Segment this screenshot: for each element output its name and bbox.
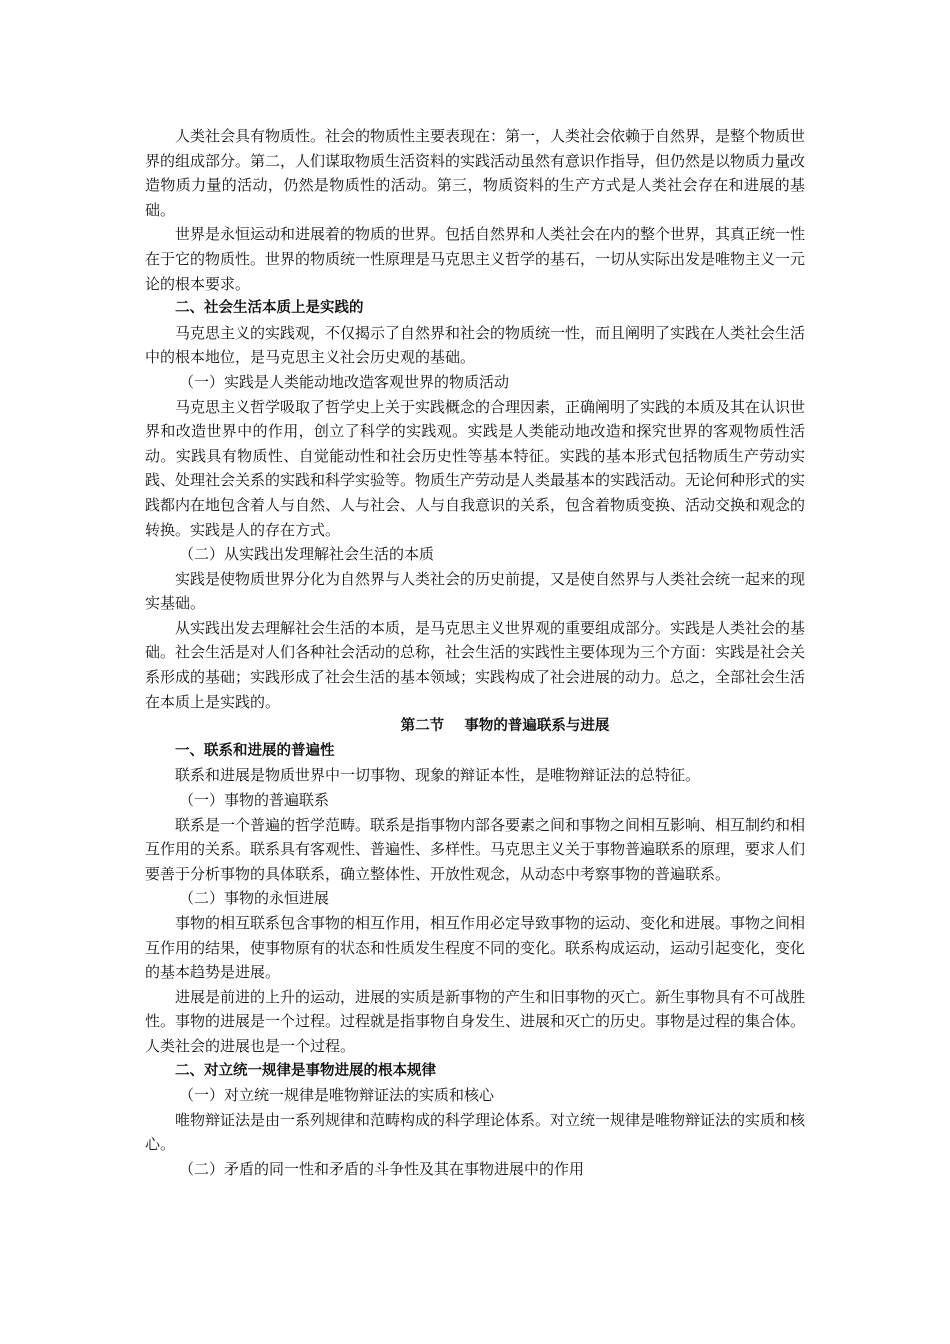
subheading-essence-core: （一）对立统一规律是唯物辩证法的实质和核心	[179, 1086, 495, 1105]
para-dialectic-system: 唯物辩证法是由一系列规律和范畴构成的科学理论体系。对立统一规律是唯物辩证法的实质和核心。	[145, 1110, 806, 1154]
para-practice-view: 马克思主义的实践观，不仅揭示了自然界和社会的物质统一性，而且阐明了实践在人类社会生活中的根本地位，是马克思主义社会历史观的基础。	[145, 323, 806, 367]
heading-connection-development: 一、联系和进展的普遍性	[175, 742, 335, 759]
subheading-eternal-development: （二）事物的永恒进展	[179, 889, 330, 908]
para-connection-category: 联系是一个普遍的哲学范畴。联系是指事物内部各要素之间和事物之间相互影响、相互制约和相互作用的关系。联系具有客观性、普遍性、多样性。马克思主义关于事物普遍联系的原理，要求人们要善于分析事物的具体联系，确立整体性、开放性观念，从动态中考察事物的普遍联系。	[145, 815, 806, 883]
heading-unity-opposites: 二、对立统一规律是事物进展的根本规律	[175, 1062, 436, 1079]
para-world-unity: 世界是永恒运动和进展着的物质的世界。包括自然界和人类社会在内的整个世界，其真正统一性在于它的物质性。世界的物质统一性原理是马克思主义哲学的基石，一切从实际出发是唯物主义一元论的根本要求。	[145, 225, 806, 293]
para-development-essence: 进展是前进的上升的运动，进展的实质是新事物的产生和旧事物的灭亡。新生事物具有不可战胜性。事物的进展是一个过程。过程就是指事物自身发生、进展和灭亡的历史。事物是过程的集合体。人类社会的进展也是一个过程。	[145, 987, 806, 1055]
subheading-universal-connection: （一）事物的普遍联系	[179, 791, 330, 810]
subheading-contradiction: （二）矛盾的同一性和矛盾的斗争性及其在事物进展中的作用	[179, 1159, 585, 1178]
document-body	[145, 124, 805, 1182]
para-interaction: 事物的相互联系包含事物的相互作用，相互作用必定导致事物的运动、变化和进展。事物之间相互作用的结果，使事物原有的状态和性质发生程度不同的变化。联系构成运动，运动引起变化，变化的基本趋势是进展。	[145, 914, 806, 982]
heading-social-life-practice: 二、社会生活本质上是实践的	[175, 300, 364, 317]
para-material-society: 人类社会具有物质性。社会的物质性主要表现在：第一，人类社会依赖于自然界，是整个物质世界的组成部分。第二，人们谋取物质生活资料的实践活动虽然有意识作指导，但仍然是以物质力量改造物质力量的活动，仍然是物质性的活动。第三，物质资料的生产方式是人类社会存在和进展的基础。	[145, 127, 806, 219]
para-practice-definition: 马克思主义哲学吸取了哲学史上关于实践概念的合理因素，正确阐明了实践的本质及其在认识世界和改造世界中的作用，创立了科学的实践观。实践是人类能动地改造和探究世界的客观物质性活动。实践具有物质性、自觉能动性和社会历史性等基本特征。实践的基本形式包括物质生产劳动实践、处理社会关系的实践和科学实验等。物质生产劳动是人类最基本的实践活动。无论何种形式的实践都内在地包含着人与自然、人与社会、人与自我意识的关系，包含着物质变换、活动交换和观念的转换。实践是人的存在方式。	[145, 397, 806, 539]
section-title-2: 第二节 事物的普遍联系与进展	[400, 718, 610, 735]
para-social-life-essence: 从实践出发去理解社会生活的本质，是马克思主义世界观的重要组成部分。实践是人类社会的基础。社会生活是对人们各种社会活动的总称，社会生活的实践性主要体现为三个方面：实践是社会关系形成的基础；实践形成了社会生活的基本领域；实践构成了社会进展的动力。总之，全部社会生活在本质上是实践的。	[145, 618, 806, 711]
para-dialectic-nature: 联系和进展是物质世界中一切事物、现象的辩证本性，是唯物辩证法的总特征。	[175, 766, 701, 785]
subheading-practice-activity: （一）实践是人类能动地改造客观世界的物质活动	[179, 372, 510, 391]
subheading-understand-from-practice: （二）从实践出发理解社会生活的本质	[179, 545, 435, 564]
para-practice-premise: 实践是使物质世界分化为自然界与人类社会的历史前提，又是使自然界与人类社会统一起来的现实基础。	[145, 569, 806, 613]
